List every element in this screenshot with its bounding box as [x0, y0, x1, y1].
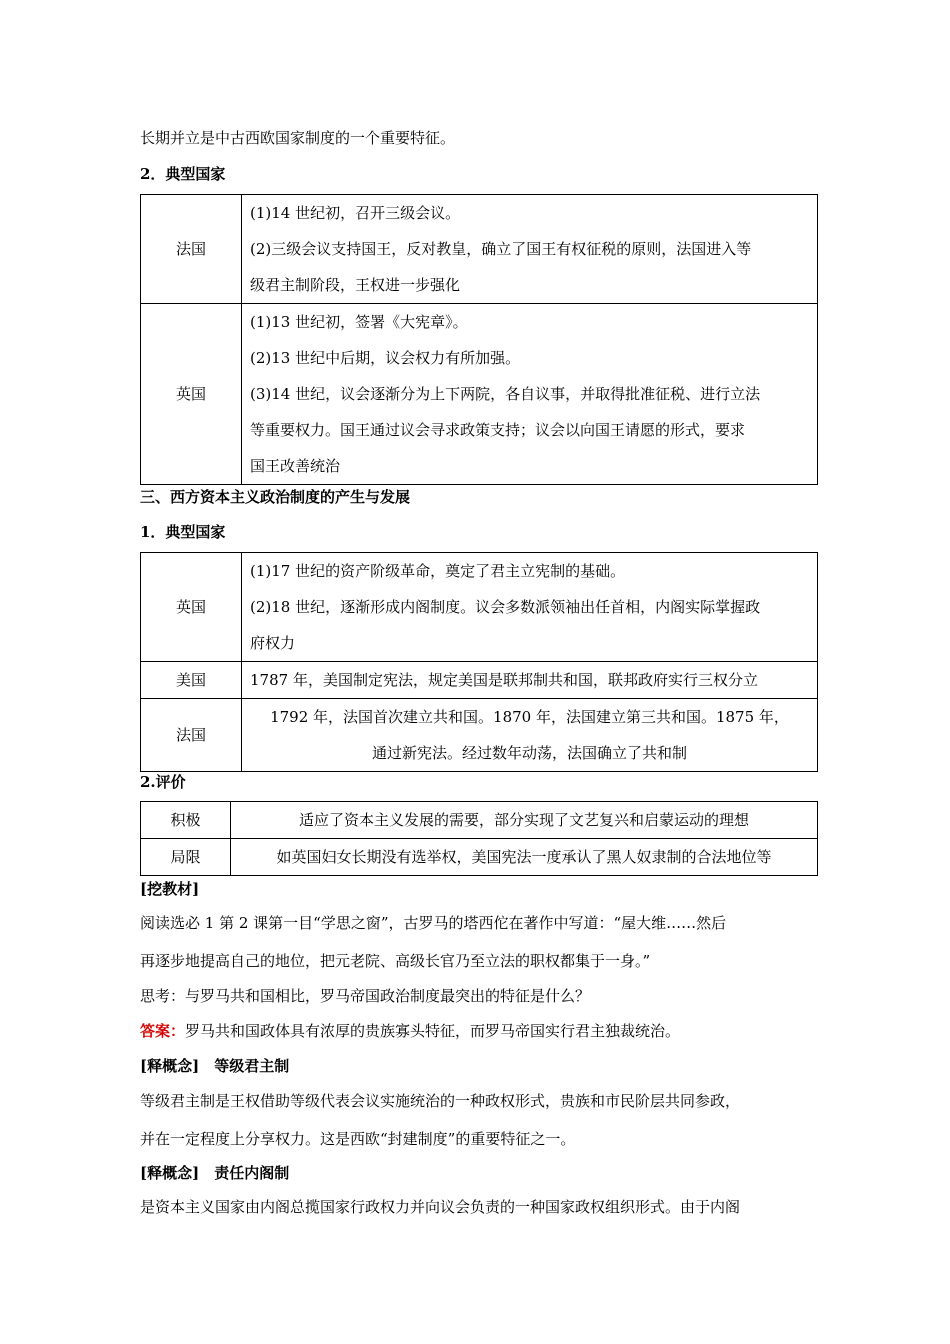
evaluation-text-cell: 适应了资本主义发展的需要，部分实现了文艺复兴和启蒙运动的理想	[231, 802, 818, 839]
subheading-typical-states: 1．典型国家	[140, 523, 226, 541]
country-cell: 英国	[141, 304, 242, 485]
description-cell	[242, 662, 818, 699]
evaluation-label-cell: 积极	[141, 802, 231, 839]
table-row	[141, 662, 818, 699]
dig-textbook-tag: [挖教材]	[140, 880, 200, 898]
evaluation-text-cell: 如英国妇女长期没有选举权，美国宪法一度承认了黑人奴隶制的合法地位等	[231, 839, 818, 876]
country-cell: 美国	[141, 662, 242, 699]
country-cell: 英国	[141, 553, 242, 662]
table-line: (2)18 世纪，逐渐形成内阁制度。议会多数派领袖出任首相，内阁实际掌握政	[250, 598, 761, 616]
table-line: (1)14 世纪初，召开三级会议。	[250, 204, 461, 222]
concept-title-cabinet-system: [释概念] 责任内阁制	[140, 1164, 290, 1182]
part-heading-capitalist-politics: 三、西方资本主义政治制度的产生与发展	[140, 488, 411, 506]
description-cell	[242, 195, 818, 304]
concept-line: 并在一定程度上分享权力。这是西欧“封建制度”的重要特征之一。	[140, 1130, 576, 1148]
table-line: 国王改善统治	[250, 457, 341, 475]
dig-textbook-line: 再逐步地提高自己的地位，把元老院、高级长官乃至立法的职权都集于一身。”	[140, 952, 651, 970]
concept-line: 是资本主义国家由内阁总揽国家行政权力并向议会负责的一种国家政权组织形式。由于内阁	[140, 1198, 741, 1216]
table-line: 等重要权力。国王通过议会寻求政策支持；议会以向国王请愿的形式，要求	[250, 421, 746, 439]
table-line: 通过新宪法。经过数年动荡，法国确立了共和制	[371, 744, 687, 762]
table-row	[141, 195, 818, 304]
table-line: (3)14 世纪，议会逐渐分为上下两院，各自议事，并取得批准征税、进行立法	[250, 385, 761, 403]
table-line: 府权力	[250, 634, 296, 652]
table-line: 级君主制阶段，王权进一步强化	[250, 276, 461, 294]
description-cell	[242, 553, 818, 662]
modern-states-table	[140, 552, 818, 772]
table-row	[141, 304, 818, 485]
think-question: 思考：与罗马共和国相比，罗马帝国政治制度最突出的特征是什么？	[140, 987, 591, 1005]
table-row	[141, 839, 818, 876]
subheading-evaluation: 2.评价	[140, 773, 186, 791]
evaluation-label-cell: 局限	[141, 839, 231, 876]
answer-text: 罗马共和国政体具有浓厚的贵族寡头特征，而罗马帝国实行君主独裁统治。	[185, 1022, 681, 1040]
table-line: (2)三级会议支持国王，反对教皇，确立了国王有权征税的原则，法国进入等	[250, 240, 752, 258]
table-row	[141, 553, 818, 662]
section-heading-typical-states: 2．典型国家	[140, 165, 226, 183]
table-line: (1)17 世纪的资产阶级革命，奠定了君主立宪制的基础。	[250, 562, 626, 580]
table-line: 1787 年，美国制定宪法，规定美国是联邦制共和国，联邦政府实行三权分立	[250, 671, 758, 689]
table-row	[141, 802, 818, 839]
table-line: (2)13 世纪中后期，议会权力有所加强。	[250, 349, 521, 367]
concept-title-estate-monarchy: [释概念] 等级君主制	[140, 1057, 290, 1075]
country-cell: 法国	[141, 195, 242, 304]
country-cell: 法国	[141, 699, 242, 772]
concept-line: 等级君主制是王权借助等级代表会议实施统治的一种政权形式，贵族和市民阶层共同参政，	[140, 1092, 741, 1110]
evaluation-table	[140, 801, 818, 876]
description-cell	[242, 699, 818, 772]
answer-paragraph	[140, 1013, 820, 1049]
table-line: 1792 年，法国首次建立共和国。1870 年，法国建立第三共和国。1875 年，	[270, 708, 789, 726]
table-row	[141, 699, 818, 772]
medieval-states-table	[140, 194, 818, 485]
answer-label: 答案：	[140, 1022, 186, 1040]
table-line: (1)13 世纪初，签署《大宪章》。	[250, 313, 468, 331]
description-cell	[242, 304, 818, 485]
dig-textbook-line: 阅读选必 1 第 2 课第一目“学思之窗”，古罗马的塔西佗在著作中写道：“屋大维……然后	[140, 914, 727, 932]
intro-paragraph: 长期并立是中古西欧国家制度的一个重要特征。	[140, 129, 456, 147]
